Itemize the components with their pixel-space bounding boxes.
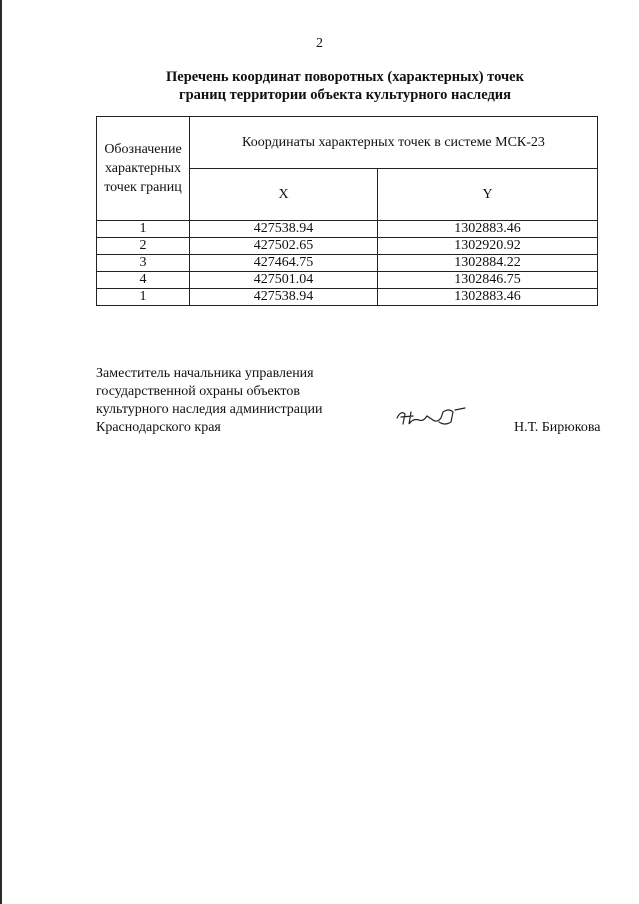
cell-x: 427464.75 [190, 255, 378, 272]
page-number: 2 [316, 36, 323, 51]
cell-point: 3 [97, 255, 190, 272]
cell-y: 1302883.46 [378, 289, 598, 306]
table-row [97, 255, 598, 272]
cell-point: 2 [97, 238, 190, 255]
table-row [97, 238, 598, 255]
signatory-line-2: государственной охраны объектов [96, 384, 300, 399]
signatory-line-3: культурного наследия администрации [96, 402, 323, 417]
header-point-line-2: характерных [104, 161, 182, 176]
cell-x: 427502.65 [190, 238, 378, 255]
cell-y: 1302883.46 [378, 221, 598, 238]
table-header-row [97, 117, 598, 169]
signatory-line-1: Заместитель начальника управления [96, 366, 314, 381]
cell-x: 427538.94 [190, 289, 378, 306]
cell-y: 1302920.92 [378, 238, 598, 255]
header-x: X [190, 169, 378, 221]
handwritten-signature [393, 400, 473, 435]
header-coordinates: Координаты характерных точек в системе МСК-23 [190, 117, 598, 169]
title-line-2: границ территории объекта культурного наследия [179, 87, 511, 103]
coordinates-table [96, 116, 598, 306]
header-point-line-1: Обозначение [104, 142, 182, 157]
table-row [97, 289, 598, 306]
title-line-1: Перечень координат поворотных (характерных) точек [166, 69, 524, 85]
cell-y: 1302846.75 [378, 272, 598, 289]
table-row [97, 272, 598, 289]
signatory-line-4: Краснодарского края [96, 420, 221, 435]
cell-point: 1 [97, 221, 190, 238]
cell-x: 427501.04 [190, 272, 378, 289]
cell-x: 427538.94 [190, 221, 378, 238]
page-edge [0, 0, 2, 904]
document-title [60, 68, 630, 104]
header-point-designation [97, 117, 190, 221]
signatory-position [96, 365, 323, 437]
table-row [97, 221, 598, 238]
header-y: Y [378, 169, 598, 221]
cell-point: 4 [97, 272, 190, 289]
signatory-name: Н.Т. Бирюкова [514, 420, 601, 435]
cell-y: 1302884.22 [378, 255, 598, 272]
cell-point: 1 [97, 289, 190, 306]
header-point-line-3: точек границ [104, 180, 182, 195]
